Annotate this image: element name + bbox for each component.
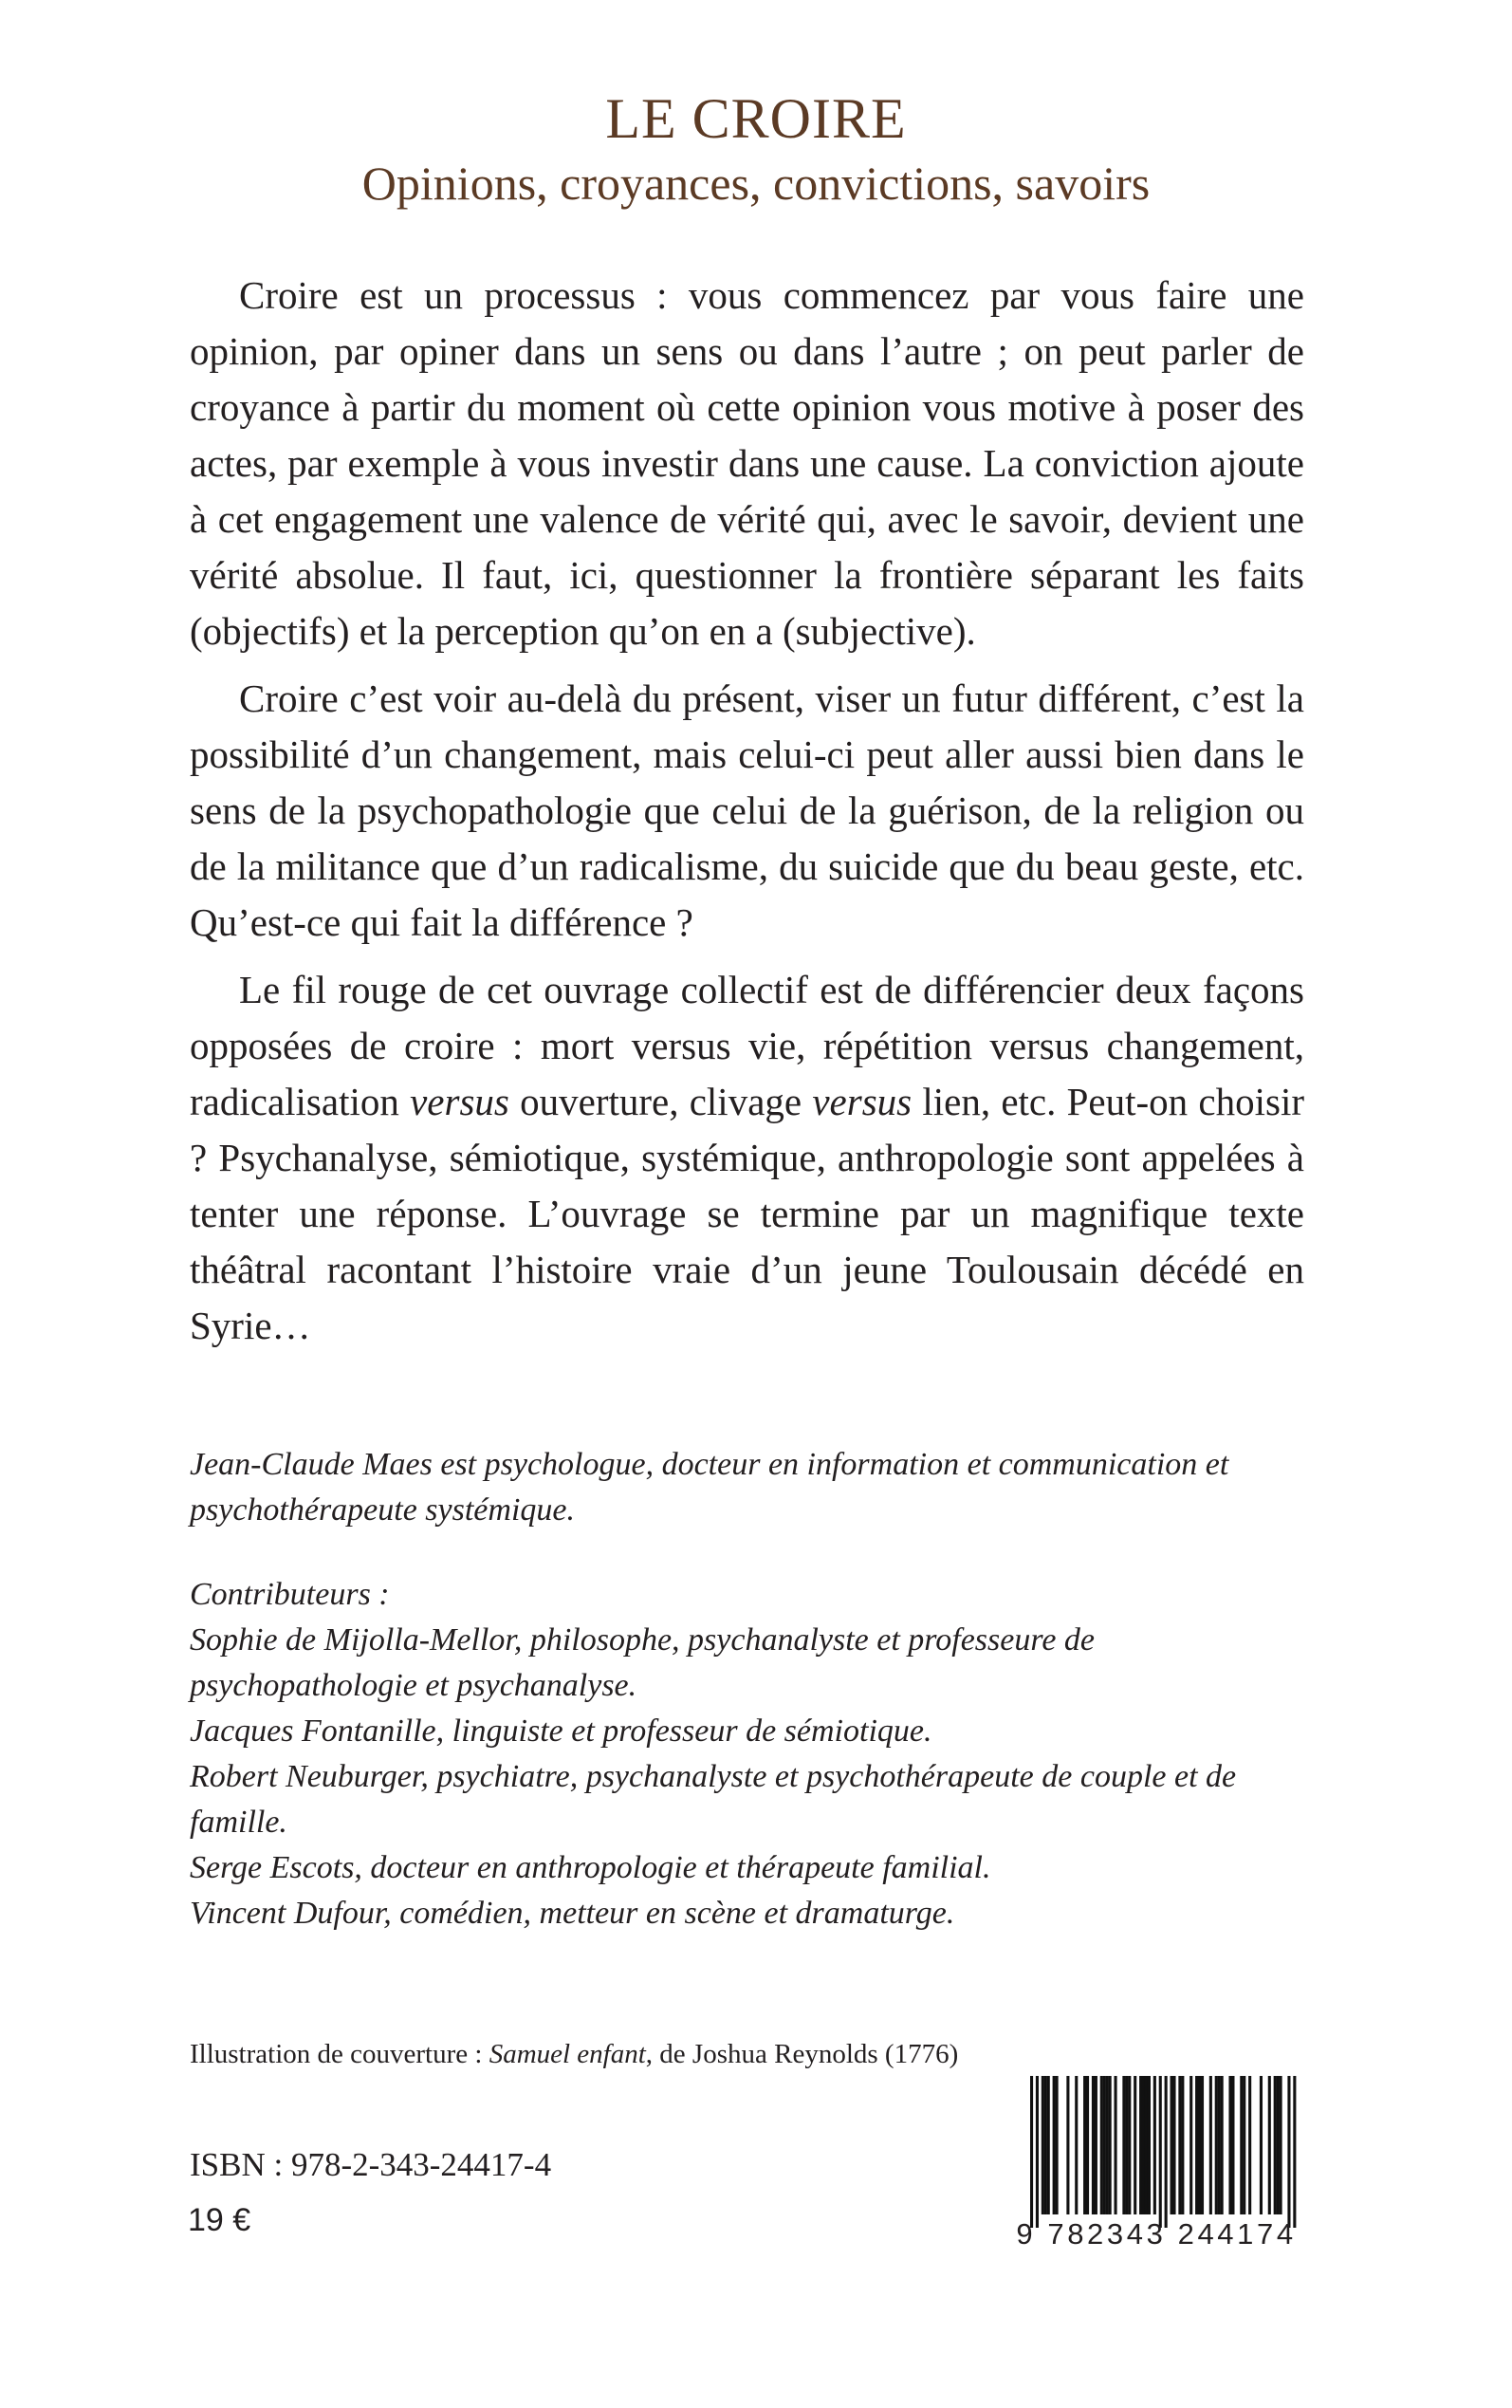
contributors-list [190, 1572, 1309, 1936]
blurb-paragraph-1: Croire est un processus : vous commencez par vous faire une opinion, par opiner dans un sens ou dans l’autre ; on peut parler de croyance à partir du moment où cette opinion vous motive à poser des actes, par exemple à vous investir dans une cause. La conviction ajoute à cet engagement une valence de vérité qui, avec le savoir, devient une vérité absolue. Il faut, ici, questionner la frontière séparant les faits (objectifs) et la perception qu’on en a (subjective). [190, 273, 1304, 653]
barcode-bar [1109, 2076, 1112, 2214]
barcode-bar [1148, 2076, 1151, 2214]
barcode-bar [1036, 2076, 1039, 2228]
barcode-bar [1056, 2076, 1059, 2214]
contributor-item: Robert Neuburger, psychiatre, psychanalyste et psychothérapeute de couple et de famille. [190, 1759, 1237, 1840]
barcode-bar [1195, 2076, 1198, 2214]
barcode-bar [1215, 2076, 1218, 2214]
book-subtitle: Opinions, croyances, convictions, savoirs [361, 157, 1151, 210]
barcode-bar [1103, 2076, 1106, 2214]
barcode-bar [1248, 2076, 1251, 2214]
barcode-bar [1228, 2076, 1231, 2214]
barcode-bar [1171, 2076, 1173, 2214]
barcode-bar [1178, 2076, 1181, 2214]
book-title: LE CROIRE [605, 87, 907, 150]
barcode-bar [1122, 2076, 1125, 2214]
back-cover-blurb [190, 268, 1304, 1365]
contributor-item: Serge Escots, docteur en anthropologie et thérapeute familial. [190, 1850, 991, 1885]
barcode-bar [1274, 2076, 1277, 2214]
illustration-credit [190, 2035, 958, 2073]
author-note: Jean-Claude Maes est psychologue, docteur en information et communication et psychothérapeute systémique. [190, 1447, 1229, 1528]
barcode-bar [1106, 2076, 1109, 2214]
barcode-bar [1083, 2076, 1086, 2214]
illustration-suffix: , de Joshua Reynolds (1776) [645, 2039, 959, 2069]
barcode-bar [1268, 2076, 1271, 2214]
barcode-bar [1092, 2076, 1095, 2214]
illustration-prefix: Illustration de couverture : [190, 2039, 489, 2069]
p3-part-a: Le fil rouge de cet ouvrage collectif est de différencier deux façons opposées de croire : mort versus vie, répétition versus changement, radicalisation [190, 968, 1304, 1123]
barcode-bar [1231, 2076, 1234, 2214]
barcode-bar [1260, 2076, 1263, 2214]
barcode-bar [1277, 2076, 1280, 2214]
barcode-bar [1209, 2076, 1212, 2214]
barcode-bar [1086, 2076, 1089, 2214]
barcode-bar [1115, 2076, 1117, 2214]
illustration-work: Samuel enfant [489, 2039, 646, 2069]
contributor-item: Jacques Fontanille, linguiste et professeur de sémiotique. [190, 1713, 932, 1749]
p3-part-c: lien, etc. Peut-on choisir ? Psychanalyse, sémiotique, systémique, anthropologie sont appelées à tenter une réponse. L’ouvrage se termine par un magnifique texte théâtral racontant l’histoire vraie d’un jeune Toulousain décédé en Syrie… [190, 1080, 1305, 1347]
barcode-bar [1181, 2076, 1184, 2214]
barcode-bar [1172, 2076, 1175, 2214]
contributor-item: Sophie de Mijolla-Mellor, philosophe, psychanalyste et professeure de psychopathologie et psychanalyse. [190, 1622, 1096, 1703]
blurb-paragraph-2: Croire c’est voir au-delà du présent, viser un futur différent, c’est la possibilité d’un changement, mais celui-ci peut aller aussi bien dans le sens de la psychopathologie que celui de la guérison, de la religion ou de la militance que d’un radicalisme, du suicide que du beau geste, etc. Qu’est-ce qui fait la différence ? [190, 676, 1304, 944]
barcode-bar [1189, 2076, 1192, 2214]
barcode-bar [1159, 2076, 1162, 2228]
barcode-bar [1145, 2076, 1148, 2214]
barcode-bar [1243, 2076, 1245, 2214]
barcode-bar [1053, 2076, 1056, 2214]
p3-part-b: ouverture, clivage [508, 1080, 813, 1123]
contributor-item: Vincent Dufour, comédien, metteur en scène et dramaturge. [190, 1896, 955, 1931]
barcode-bar [1280, 2076, 1282, 2214]
barcode-bar [1047, 2076, 1050, 2214]
barcode-bar [1293, 2076, 1296, 2228]
barcode-bar [1201, 2076, 1204, 2214]
barcode-bar [1139, 2076, 1142, 2214]
barcode-bar [1066, 2076, 1069, 2214]
barcode-bar [1100, 2076, 1103, 2214]
barcode-bar [1287, 2076, 1290, 2228]
barcode-bar [1142, 2076, 1145, 2214]
barcode-bar [1165, 2076, 1168, 2228]
barcode-bar [1218, 2076, 1221, 2214]
barcode [1007, 2076, 1305, 2252]
contributors-heading: Contributeurs : [190, 1577, 390, 1612]
barcode-bar [1075, 2076, 1078, 2214]
barcode-bar [1044, 2076, 1047, 2214]
p3-versus-2: versus [812, 1080, 913, 1123]
price: 19 € [188, 2202, 251, 2238]
barcode-bar [1125, 2076, 1128, 2214]
barcode-bar [1134, 2076, 1136, 2214]
barcode-bar [1030, 2076, 1033, 2228]
barcode-bar [1128, 2076, 1131, 2214]
barcode-bar [1153, 2076, 1156, 2214]
barcode-bar [1240, 2076, 1243, 2214]
isbn: ISBN : 978-2-343-24417-4 [190, 2146, 552, 2183]
barcode-digits: 9 782343 244174 [1016, 2217, 1297, 2251]
blurb-paragraph-3 [190, 962, 1304, 1354]
barcode-bar [1221, 2076, 1224, 2214]
barcode-bar [1095, 2076, 1097, 2214]
barcode-bar [1198, 2076, 1201, 2214]
barcode-bar [1042, 2076, 1044, 2214]
p3-versus-1: versus [410, 1080, 509, 1123]
